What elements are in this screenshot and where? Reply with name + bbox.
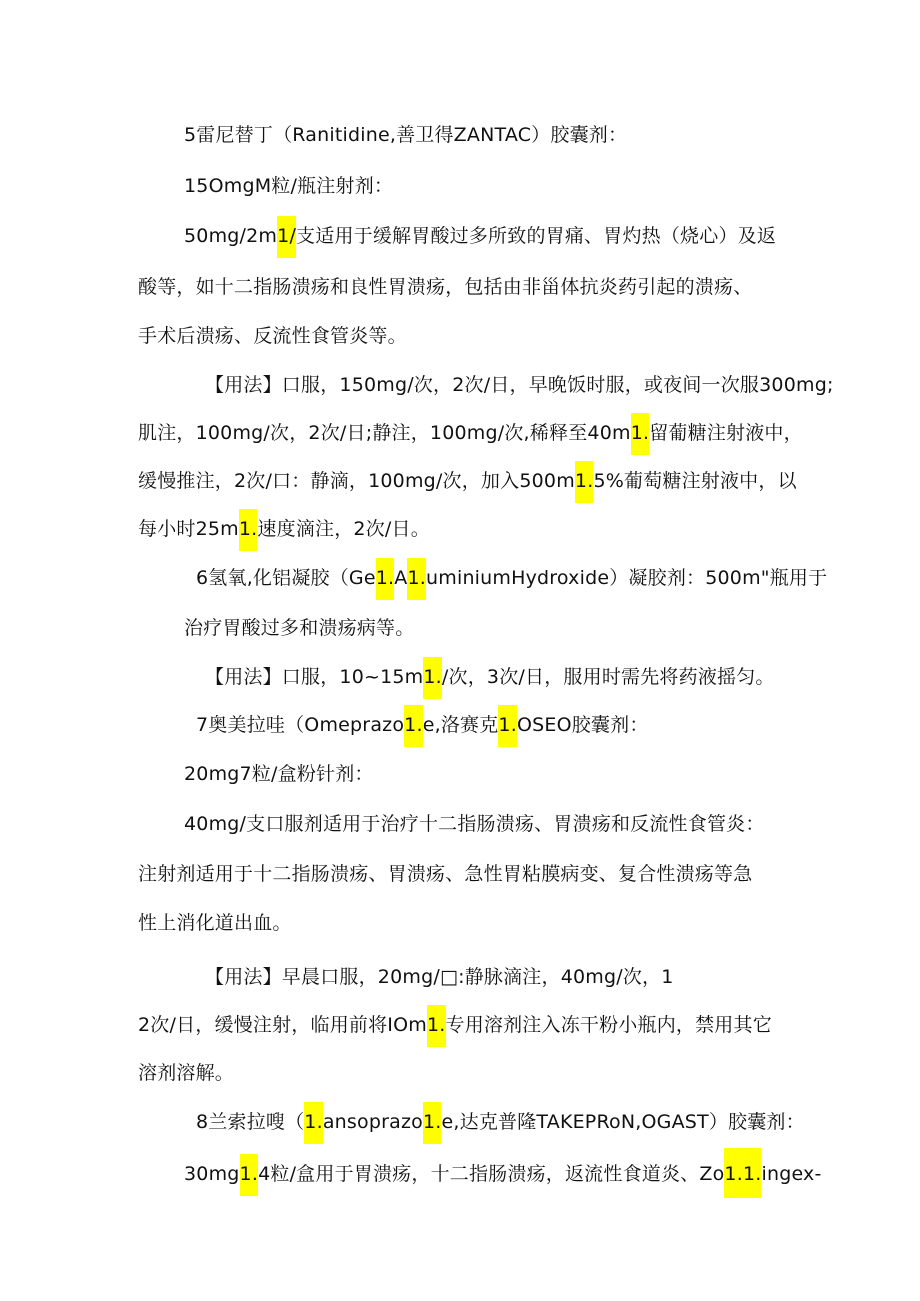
text-segment: 4粒/盒用于胃溃疡，十二指肠溃疡，返流性食道炎、Zo <box>258 1163 725 1185</box>
text-segment: 肌注，100mg/次，2次/日;静注，100mg/次,稀释至40m <box>138 422 631 444</box>
text-line-13 <box>196 713 649 737</box>
highlight-mark: 1. <box>631 413 650 455</box>
text-segment: 注射剂适用于十二指肠溃疡、胃溃疡、急性胃粘膜病变、复合性溃疡等急 <box>138 863 753 885</box>
text-segment: 7奥美拉哇（Omeprazo <box>196 714 405 736</box>
text-segment: 40mg∕支口服剂适用于治疗十二指肠溃疡、胃溃疡和反流性食管炎： <box>184 813 765 835</box>
highlight-mark: 1. <box>239 509 258 551</box>
text-line-7 <box>138 421 803 445</box>
text-segment: ingex- <box>761 1163 822 1185</box>
text-segment: 手术后溃疡、反流性食管炎等。 <box>138 325 407 347</box>
text-line-1 <box>184 123 627 147</box>
text-segment: ansoprazo <box>322 1111 423 1133</box>
text-segment: 30mg <box>184 1163 240 1185</box>
text-segment: 20mg7粒/盒粉针剂： <box>184 763 374 785</box>
text-line-18 <box>205 965 674 989</box>
text-line-22 <box>184 1162 822 1186</box>
text-segment: 50mg∕2m <box>184 225 278 247</box>
text-segment: 6氢氧,化铝凝胶（Ge <box>196 567 376 589</box>
text-segment: 【用法】口服，10~15m <box>205 666 424 688</box>
text-segment: e,洛赛克 <box>422 714 499 736</box>
text-line-2 <box>184 174 393 198</box>
text-segment: 8兰索拉嗖（ <box>196 1111 305 1133</box>
text-segment: e,达克普隆TAKEPRoN,OGAST）胶囊剂： <box>441 1111 805 1133</box>
highlight-mark: 1. <box>404 705 423 747</box>
text-segment: 治疗胃酸过多和溃疡病等。 <box>184 617 415 639</box>
text-line-4 <box>138 275 752 299</box>
text-segment: OSEO胶囊剂： <box>516 714 649 736</box>
text-line-19 <box>138 1013 772 1037</box>
text-segment: 缓慢推注，2次/口：静滴，100mg/次，加入500m <box>138 470 575 492</box>
text-segment: 5%葡萄糖注射液中，以 <box>593 470 797 492</box>
highlight-mark: 1. <box>240 1154 259 1196</box>
text-segment: 性上消化道出血。 <box>138 912 292 934</box>
text-line-21 <box>196 1110 805 1134</box>
text-segment: 【用法】口服，150mg∕次，2次/日，早晚饭时服，或夜间一次服300mg; <box>205 374 834 396</box>
text-segment: 每小时25m <box>138 518 239 540</box>
text-line-17 <box>138 911 292 935</box>
text-line-6 <box>205 373 834 397</box>
highlight-mark: 1.1. <box>724 1148 761 1198</box>
highlight-mark: 1∕ <box>277 216 296 258</box>
text-segment: uminiumHydroxide）凝胶剂：500m"瓶用于 <box>426 567 828 589</box>
text-line-5 <box>138 324 407 348</box>
highlight-mark: 1. <box>304 1102 323 1144</box>
text-segment: 支适用于缓解胃酸过多所致的胃痛、胃灼热（烧心）及返 <box>296 225 777 247</box>
text-segment: 2次/日，缓慢注射，临用前将IOm <box>138 1014 427 1036</box>
highlight-mark: 1. <box>498 705 517 747</box>
highlight-mark: 1. <box>423 1102 442 1144</box>
text-line-10 <box>196 566 827 590</box>
text-segment: 速度滴注，2次/日。 <box>257 518 430 540</box>
text-line-3 <box>184 224 776 248</box>
text-segment: /次，3次/日，服用时需先将药液摇匀。 <box>441 666 775 688</box>
text-segment: 专用溶剂注入冻干粉小瓶内，禁用其它 <box>445 1014 772 1036</box>
highlight-mark: 1. <box>423 657 442 699</box>
text-segment: 【用法】早晨口服，20mg∕□:静脉滴注，40mg∕次，1 <box>205 966 674 988</box>
text-line-11 <box>184 616 414 640</box>
text-line-9 <box>138 517 430 541</box>
highlight-mark: 1. <box>427 1005 446 1047</box>
text-line-16 <box>138 862 752 886</box>
text-line-15 <box>184 812 765 836</box>
text-segment: 15OmgM粒/瓶注射剂： <box>184 175 394 197</box>
text-segment: 溶剂溶解。 <box>138 1062 235 1084</box>
text-segment: 酸等，如十二指肠溃疡和良性胃溃疡，包括由非甾体抗炎药引起的溃疡、 <box>138 276 753 298</box>
highlight-mark: 1. <box>575 461 594 503</box>
highlight-mark: 1. <box>376 558 395 600</box>
text-segment: 留葡糖注射液中， <box>649 422 803 444</box>
text-segment: A <box>394 567 408 589</box>
highlight-mark: 1. <box>407 558 426 600</box>
text-line-12 <box>205 665 775 689</box>
text-line-8 <box>138 469 797 493</box>
text-segment: 5雷尼替丁（Ranitidine,善卫得ZANTAC）胶囊剂： <box>184 124 628 146</box>
text-line-20 <box>138 1061 234 1085</box>
text-line-14 <box>184 762 374 786</box>
